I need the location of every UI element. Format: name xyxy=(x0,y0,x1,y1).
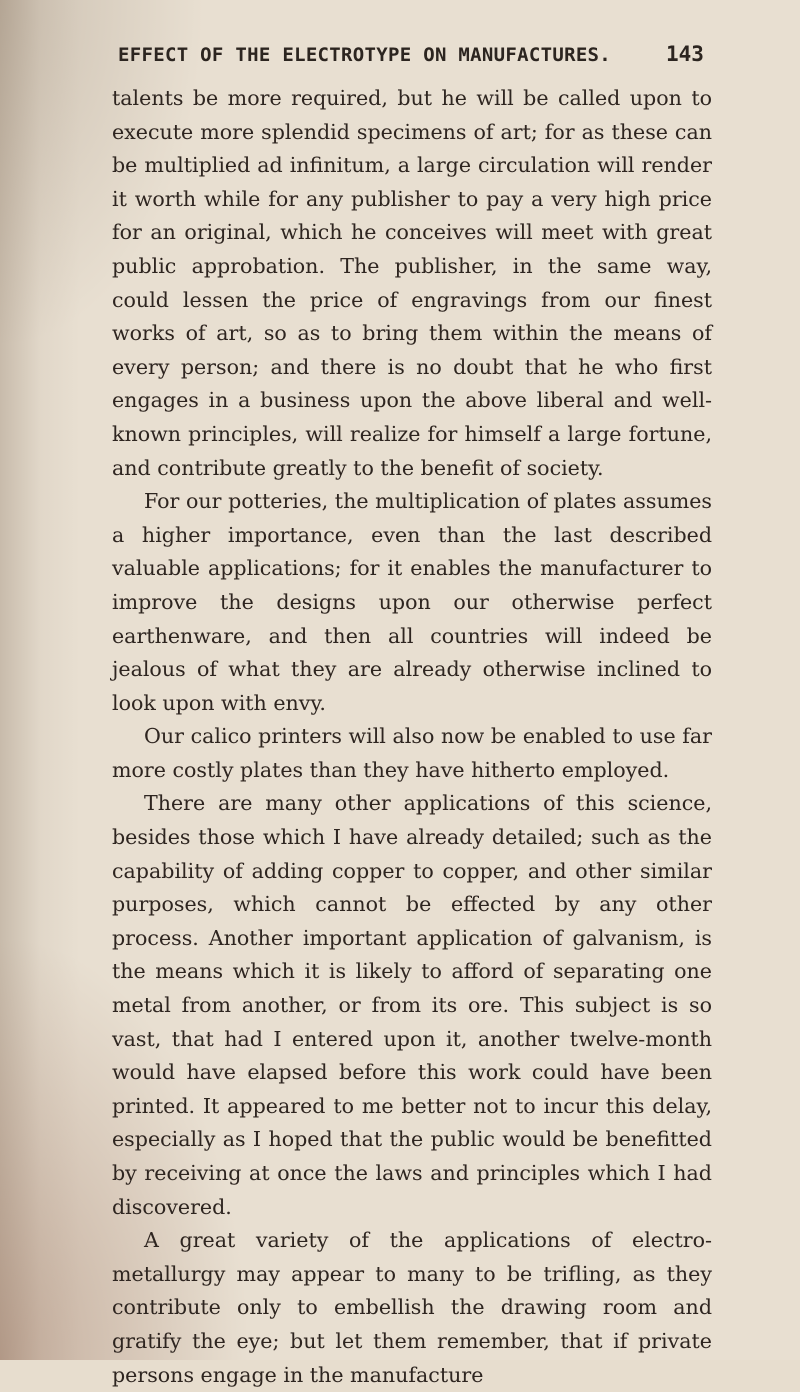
page-number: 143 xyxy=(666,42,704,66)
body-text xyxy=(112,82,712,1392)
running-title: EFFECT OF THE ELECTROTYPE ON MANUFACTURES. xyxy=(118,44,612,66)
paragraph-2: For our potteries, the multiplication of plates assumes a higher importance, even than the last described valuable applications; for it enables the manufacturer to improve the designs upon our otherwise perfect earthenware, and then all countries will indeed be jealous of what they are already otherwise inclined to look upon with envy. xyxy=(112,489,712,715)
paragraph-1: talents be more required, but he will be called upon to execute more splendid specimens of art; for as these can be multiplied ad infinitum, a large circulation will render it worth while for any publisher to pay a very high price for an original, which he conceives will meet with great public approbation. The publisher, in the same way, could lessen the price of engravings from our finest works of art, so as to bring them within the means of every person; and there is no doubt that he who first engages in a business upon the above liberal and well-known principles, will realize for himself a large fortune, and contribute greatly to the benefit of society. xyxy=(112,86,712,480)
paragraph-4: There are many other applications of this science, besides those which I have already detailed; such as the capability of adding copper to copper, and other similar purposes, which cannot be effected by any other process. Another important application of galvanism, is the means which it is likely to afford of separating one metal from another, or from its ore. This subject is so vast, that had I entered upon it, another twelve-month would have elapsed before this work could have been printed. It appeared to me better not to incur this delay, especially as I hoped that the public would be benefitted by receiving at once the laws and principles which I had discovered. xyxy=(112,791,712,1219)
paragraph-5: A great variety of the applications of electro-metallurgy may appear to many to be trifling, as they contribute only to embellish the drawing room and gratify the eye; but let them remember, that if private persons engage in the manufacture xyxy=(112,1228,712,1387)
paragraph-3: Our calico printers will also now be enabled to use far more costly plates than they have hitherto employed. xyxy=(112,724,712,782)
